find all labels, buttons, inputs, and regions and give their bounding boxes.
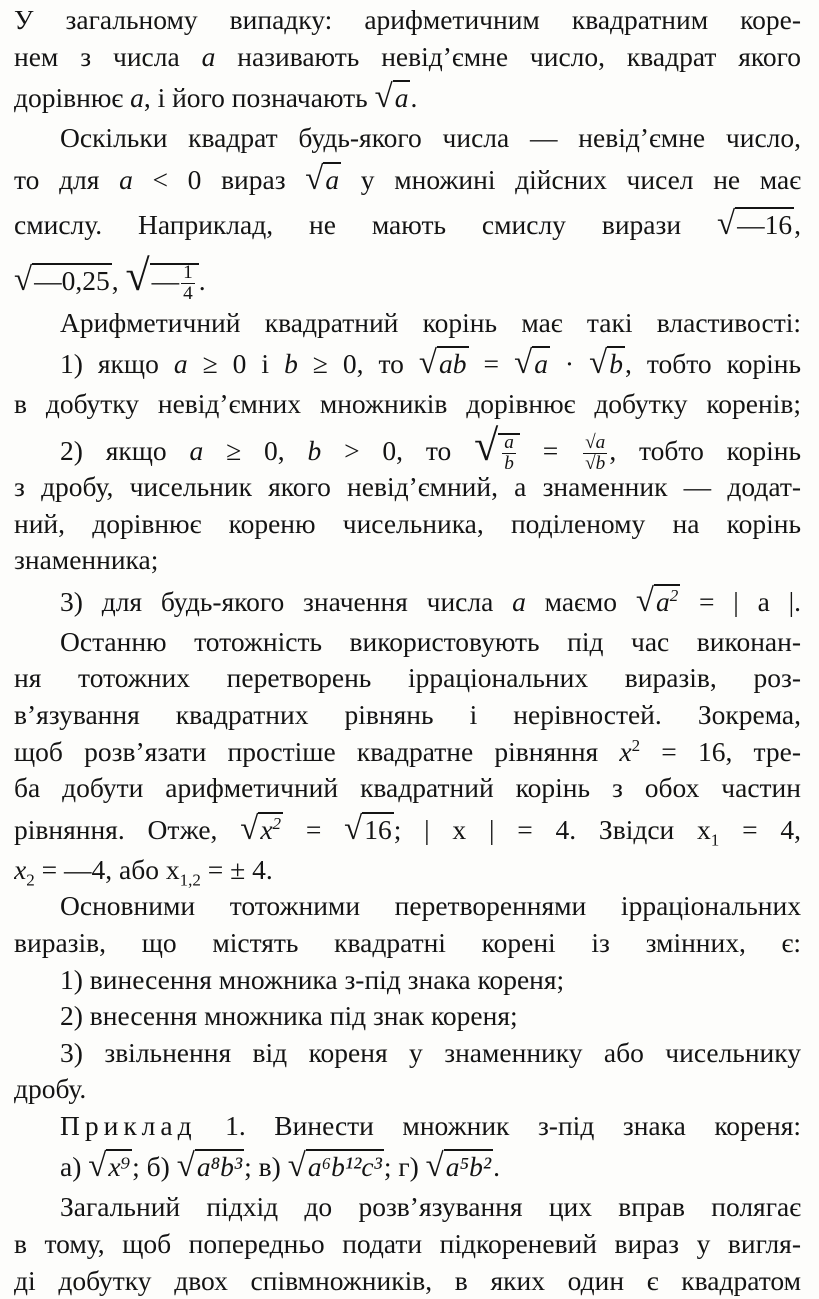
sqrt-expression: √b [589,345,623,382]
text-line: в’язування квадратних рівнянь і нерівностей. Зокрема, [14,698,801,730]
text-line: то для a < 0 вираз √a у множині дійсних чисел не має [14,157,801,202]
sqrt-expression: $√a^2$ [635,582,679,619]
text-line: √—0,25, √— $\frac{1}{4}$ . [14,247,801,305]
text-line: 3) звільнення від кореня у знаменнику або чисельнику [60,1036,801,1068]
text-line: $x_2$ = —4, або $x_{1,2}$ = ± 4. [14,853,273,889]
text-line: дробу. [14,1073,87,1105]
text-line: 1) винесення множника з-під знака кореня; [60,963,565,995]
sqrt-expression: √ab [418,345,467,382]
text-line: Останню тотожність використовують під час виконан- [60,625,801,657]
text-line: У загальному випадку: арифметичним квадратним коре- [14,4,801,35]
text-line: в добутку невід’ємних множників дорівнює добутку коренів; [14,388,801,420]
text-line: Арифметичний квадратний корінь має такі властивості: [60,306,801,338]
text-line: ба добути арифметичний квадратний корінь з обох частин [14,772,801,804]
sqrt-expression: √a [374,79,409,116]
text-line: 3) для будь-якого значення числа a маємо $√a^2$ = | a |. [14,579,801,624]
sqrt-expression: √a [514,345,548,382]
fraction: $\frac{√a}{√b}$ [585,431,606,469]
text-line: 1) якщо a ≥ 0 і b ≥ 0, то √ab = √a · √b, тобто корінь [14,341,801,386]
sqrt-expression: √a [305,160,340,197]
text-line: ня тотожних перетворень ірраціональних виразів, роз- [14,662,801,694]
sqrt-expression: √16 [344,810,392,847]
text-line: щоб розв’язати простіше квадратне рівняння $x^2 = 16$, тре- [14,735,801,767]
example-heading: Приклад 1. Винести множник з-під знака кореня: [60,1109,801,1141]
sqrt-expression: √a⁸b³ [176,1148,243,1185]
sqrt-expression: √x⁹ [88,1148,131,1185]
sqrt-expression: √a⁶b¹²c³ [287,1148,382,1185]
text-line: рівняння. Отже, $√x^2 = √16$; | x | = 4. Звідси $x_1 = 4$, [14,807,801,852]
text-line: смислу. Наприклад, не мають смислу вирази √—16, [14,202,801,247]
text-line: нем з числа a називають невід’ємне число, квадрат якого [14,40,801,72]
text-line: 2) внесення множника під знак кореня; [60,1000,518,1032]
fraction: $\frac{a}{b}$ [504,431,514,469]
sqrt-expression: √a⁵b² [425,1148,492,1185]
text-line: Загальний підхід до розв’язування цих вправ полягає [60,1191,801,1223]
sqrt-fraction: √ $\frac{a}{b}$ [474,423,520,469]
text-line: знаменника; [14,544,159,576]
text-line: ді добутку двох співмножників, в яких один є квадратом [14,1264,801,1296]
text-line: ний, дорівнює кореню чисельника, поділеному на корінь [14,507,801,539]
text-line: Оскільки квадрат будь-якого числа — невід’ємне число, [60,122,801,154]
text-line: 2) якщо a ≥ 0, b > 0, то √ $\frac{a}{b}$ = $\frac{√a}{√b}$ , тобто корінь [14,423,801,469]
text-line: Основними тотожними перетвореннями ірраціональних [60,890,801,922]
example-expressions: а) √x⁹; б) √a⁸b³; в) √a⁶b¹²c³; г) √a⁵b². [14,1144,801,1189]
sqrt-expression: √—0,25 [14,261,110,298]
text-line: в тому, щоб попередньо подати підкореневий вираз у вигля- [14,1228,801,1260]
sqrt-expression: √—16 [717,205,793,242]
sqrt-fraction: √— $\frac{1}{4}$ [126,247,199,305]
sqrt-expression: $√x^2$ [240,810,282,847]
text-line: з дробу, чисельник якого невід’ємний, а знаменник — додат- [14,470,801,502]
fraction: $\frac{1}{4}$ [183,261,193,304]
text-line: виразів, що містять квадратні корені із змінних, є: [14,926,801,958]
text-line: дорівнює a, і його позначають √a. [14,75,801,120]
